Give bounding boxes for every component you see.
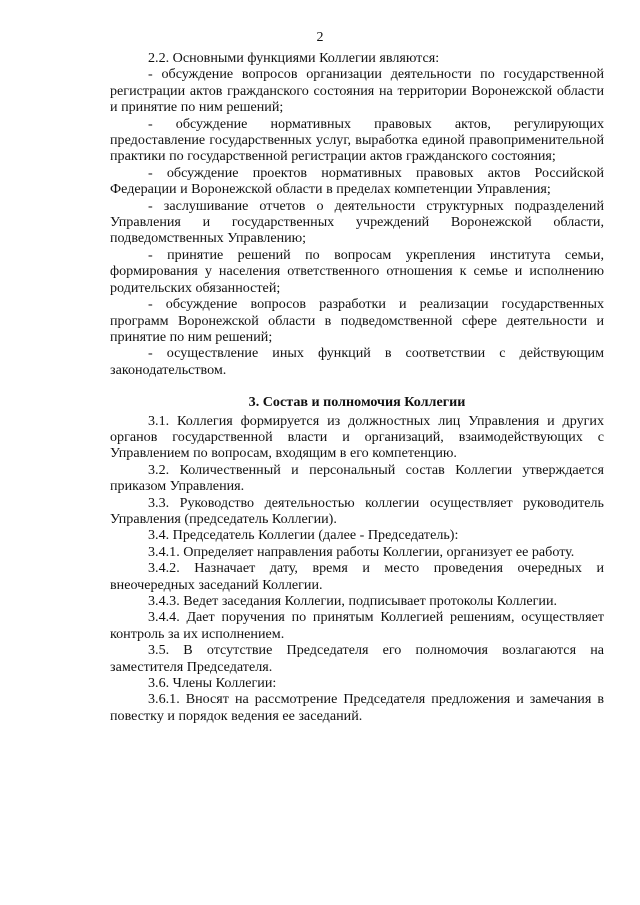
function-item: - обсуждение вопросов разработки и реализации государственных программ Воронежской области в подведомственной сфере деятельности и принятие по ним решений; [110,296,604,345]
section-paragraph: 3.5. В отсутствие Председателя его полномочия возлагаются на заместителя Председателя. [110,642,604,675]
section-paragraph: 3.6.1. Вносят на рассмотрение Председателя предложения и замечания в повестку и порядок ведения ее заседаний. [110,691,604,724]
section-paragraph: 3.3. Руководство деятельностью коллегии осуществляет руководитель Управления (председатель Коллегии). [110,494,604,527]
section-paragraph: 3.4.2. Назначает дату, время и место проведения очередных и внеочередных заседаний Коллегии. [110,560,604,593]
section-paragraph: 3.1. Коллегия формируется из должностных лиц Управления и других органов государственной власти и организаций, взаимодействующих с Управлением по вопросам, входящим в его компетенцию. [110,412,604,462]
functions-intro: 2.2. Основными функциями Коллегии являются: [148,50,440,66]
function-item: - обсуждение проектов нормативных правовых актов Российской Федерации и Воронежской области в пределах компетенции Управления; [110,164,604,198]
function-item: - осуществление иных функций в соответствии с действующим законодательством. [110,345,604,378]
section-paragraph: 3.6. Члены Коллегии: [148,675,277,692]
function-item: - обсуждение нормативных правовых актов, регулирующих предоставление государственных услуг, выработка единой правоприменительной практики по государственной регистрации актов гражданского состояния; [110,115,604,165]
page-number: 2 [316,30,324,45]
function-item: - принятие решений по вопросам укрепления института семьи, формирования у населения ответственного отношения к семье и исполнению родительских обязанностей; [110,246,604,296]
section-paragraph: 3.2. Количественный и персональный состав Коллегии утверждается приказом Управления. [110,461,604,495]
section-paragraph: 3.4. Председатель Коллегии (далее - Председатель): [148,527,459,544]
section-paragraph: 3.4.4. Дает поручения по принятым Коллегией решениям, осуществляет контроль за их исполнением. [110,609,604,642]
section-heading: 3. Состав и полномочия Коллегии [248,394,466,411]
section-paragraph: 3.4.1. Определяет направления работы Коллегии, организует ее работу. [148,543,575,560]
function-item: - заслушивание отчетов о деятельности структурных подразделений Управления и государственных учреждений Воронежской области, подведомственных Управлению; [110,197,604,247]
section-paragraph: 3.4.3. Ведет заседания Коллегии, подписывает протоколы Коллегии. [148,593,558,609]
document-body [110,50,604,724]
function-item: - обсуждение вопросов организации деятельности по государственной регистрации актов гражданского состояния на территории Воронежской области и принятие по ним решений; [110,66,604,116]
